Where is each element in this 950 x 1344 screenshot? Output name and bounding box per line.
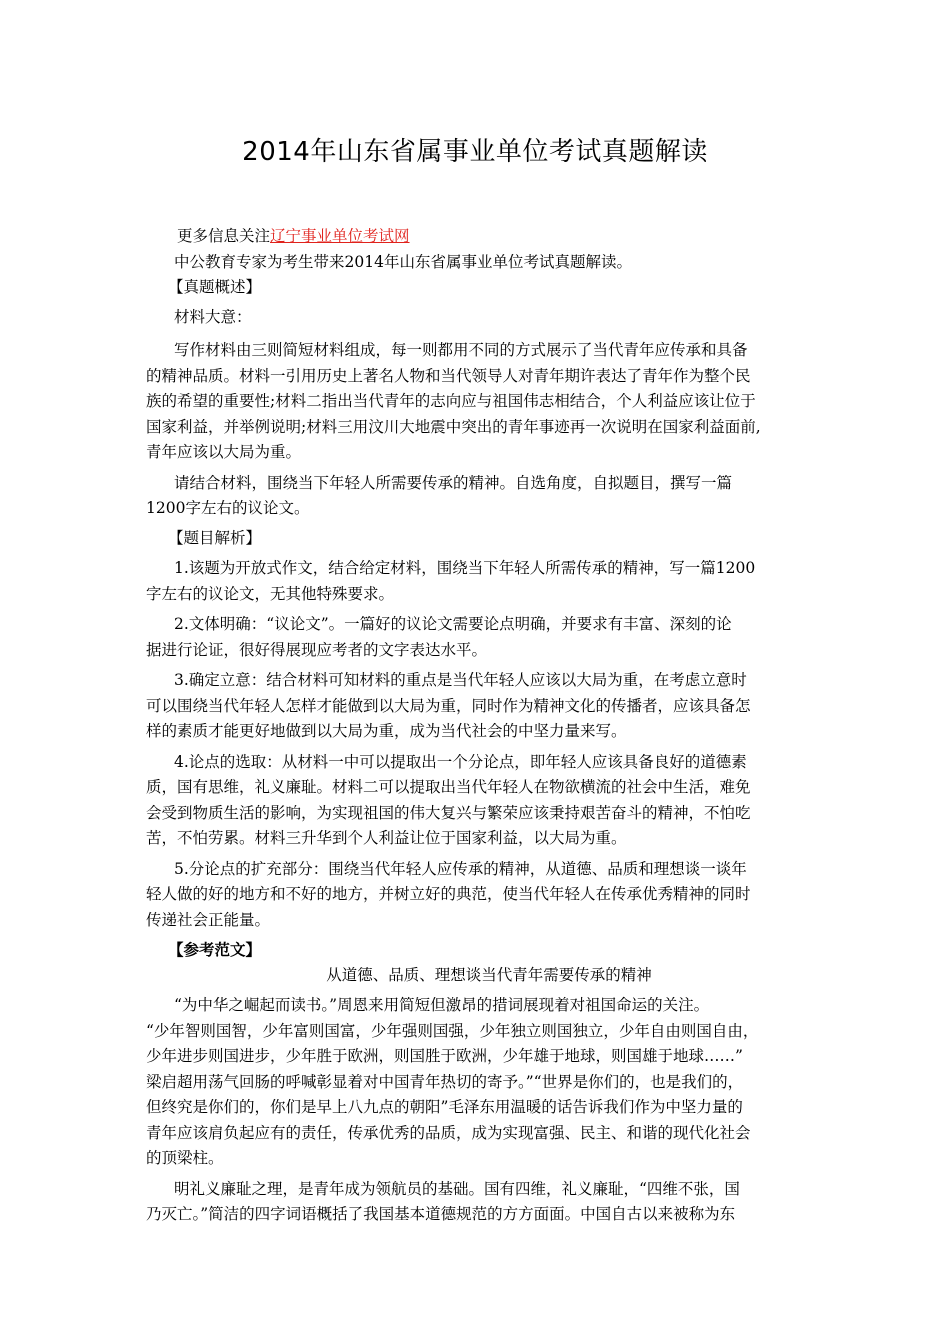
exam-site-link[interactable]: 辽宁事业单位考试网 — [270, 227, 410, 245]
task-paragraph — [146, 471, 814, 522]
analysis-line: 苦，不怕劳累。材料三升华到个人利益让位于国家利益，以大局为重。 — [146, 829, 627, 847]
analysis-line: 4.论点的选取：从材料一中可以提取出一个分论点，即年轻人应该具备良好的道德素 — [174, 752, 747, 771]
more-info-prefix: 更多信息关注 — [177, 227, 271, 245]
analysis-point-3 — [146, 668, 814, 745]
task-line: 请结合材料，围绕当下年轻人所需要传承的精神。自选角度，自拟题目，撰写一篇 — [174, 473, 733, 492]
analysis-line: 据进行论证，很好得展现应考者的文字表达水平。 — [146, 640, 488, 659]
essay-title: 从道德、品质、理想谈当代青年需要传承的精神 — [326, 965, 652, 984]
analysis-line: 1.该题为开放式作文，结合给定材料，围绕当下年轻人所需传承的精神，写一篇1200 — [174, 559, 756, 577]
analysis-point-1 — [146, 556, 814, 607]
essay-line: “少年智则国智，少年富则国富，少年强则国强，少年独立则国独立，少年自由则国自由， — [146, 1021, 759, 1040]
material-paragraph — [146, 338, 814, 466]
analysis-line: 可以围绕当代年轻人怎样才能做到以大局为重，同时作为精神文化的传播者，应该具备怎 — [146, 696, 751, 715]
analysis-point-2 — [146, 612, 814, 663]
essay-line: 明礼义廉耻之理，是青年成为领航员的基础。国有四维，礼义廉耻，“四维不张，国 — [174, 1179, 740, 1198]
analysis-line: 3.确定立意：结合材料可知材料的重点是当代年轻人应该以大局为重，在考虑立意时 — [174, 671, 747, 689]
intro-text: 中公教育专家为考生带来2014年山东省属事业单位考试真题解读。 — [174, 252, 632, 271]
analysis-line: 5.分论点的扩充部分：围绕当代年轻人应传承的精神，从道德、品质和理想谈一谈年 — [174, 859, 747, 878]
task-line: 1200字左右的议论文。 — [146, 499, 310, 517]
section-overview-heading: 【真题概述】 — [168, 278, 262, 296]
essay-line: 少年进步则国进步，少年胜于欧洲，则国胜于欧洲，少年雄于地球，则国雄于地球……” — [146, 1047, 743, 1065]
material-label: 材料大意： — [174, 307, 252, 326]
analysis-point-5 — [146, 857, 814, 934]
material-line: 青年应该以大局为重。 — [146, 443, 302, 461]
essay-line: 乃灭亡。”简洁的四字词语概括了我国基本道德规范的方方面面。中国自古以来被称为东 — [146, 1205, 736, 1223]
material-line: 国家利益，并举例说明;材料三用汶川大地震中突出的青年事迹再一次说明在国家利益面前, — [146, 417, 761, 436]
essay-paragraph-2 — [146, 1177, 814, 1228]
material-line: 写作材料由三则简短材料组成，每一则都用不同的方式展示了当代青年应传承和具备 — [174, 341, 748, 359]
essay-line: 梁启超用荡气回肠的呼喊彰显着对中国青年热切的寄予。”“世界是你们的，也是我们的， — [146, 1072, 744, 1091]
document-body — [146, 224, 814, 1228]
analysis-line: 传递社会正能量。 — [146, 910, 271, 929]
section-sample-heading: 【参考范文】 — [168, 940, 262, 959]
analysis-line: 2.文体明确：“议论文”。一篇好的议论文需要论点明确，并要求有丰富、深刻的论 — [174, 615, 732, 633]
analysis-point-4 — [146, 750, 814, 852]
material-line: 的精神品质。材料一引用历史上著名人物和当代领导人对青年期许表达了青年作为整个民 — [146, 366, 751, 385]
essay-line: 青年应该肩负起应有的责任，传承优秀的品质，成为实现富强、民主、和谐的现代化社会 — [146, 1123, 751, 1142]
essay-paragraph-1 — [146, 993, 814, 1172]
essay-line: “为中华之崛起而读书。”周恩来用简短但激昂的措词展现着对祖国命运的关注。 — [174, 996, 710, 1014]
analysis-line: 会受到物质生活的影响，为实现祖国的伟大复兴与繁荣应该秉持艰苦奋斗的精神，不怕吃 — [146, 803, 751, 822]
analysis-line: 样的素质才能更好地做到以大局为重，成为当代社会的中坚力量来写。 — [146, 722, 627, 740]
document-title: 2014年山东省属事业单位考试真题解读 — [242, 137, 708, 167]
section-analysis-heading: 【题目解析】 — [168, 528, 262, 547]
essay-line: 但终究是你们的，你们是早上八九点的朝阳”毛泽东用温暖的话告诉我们作为中坚力量的 — [146, 1098, 743, 1116]
material-line: 族的希望的重要性;材料二指出当代青年的志向应与祖国伟志相结合，个人利益应该让位于 — [146, 392, 756, 410]
more-info-line — [146, 224, 814, 250]
analysis-line: 字左右的议论文，无其他特殊要求。 — [146, 584, 395, 603]
analysis-line: 质，国有思维，礼义廉耻。材料二可以提取出当代年轻人在物欲横流的社会中生活，难免 — [146, 778, 751, 796]
essay-line: 的顶梁柱。 — [146, 1149, 224, 1167]
analysis-line: 轻人做的好的地方和不好的地方，并树立好的典范，使当代年轻人在传承优秀精神的同时 — [146, 885, 751, 903]
